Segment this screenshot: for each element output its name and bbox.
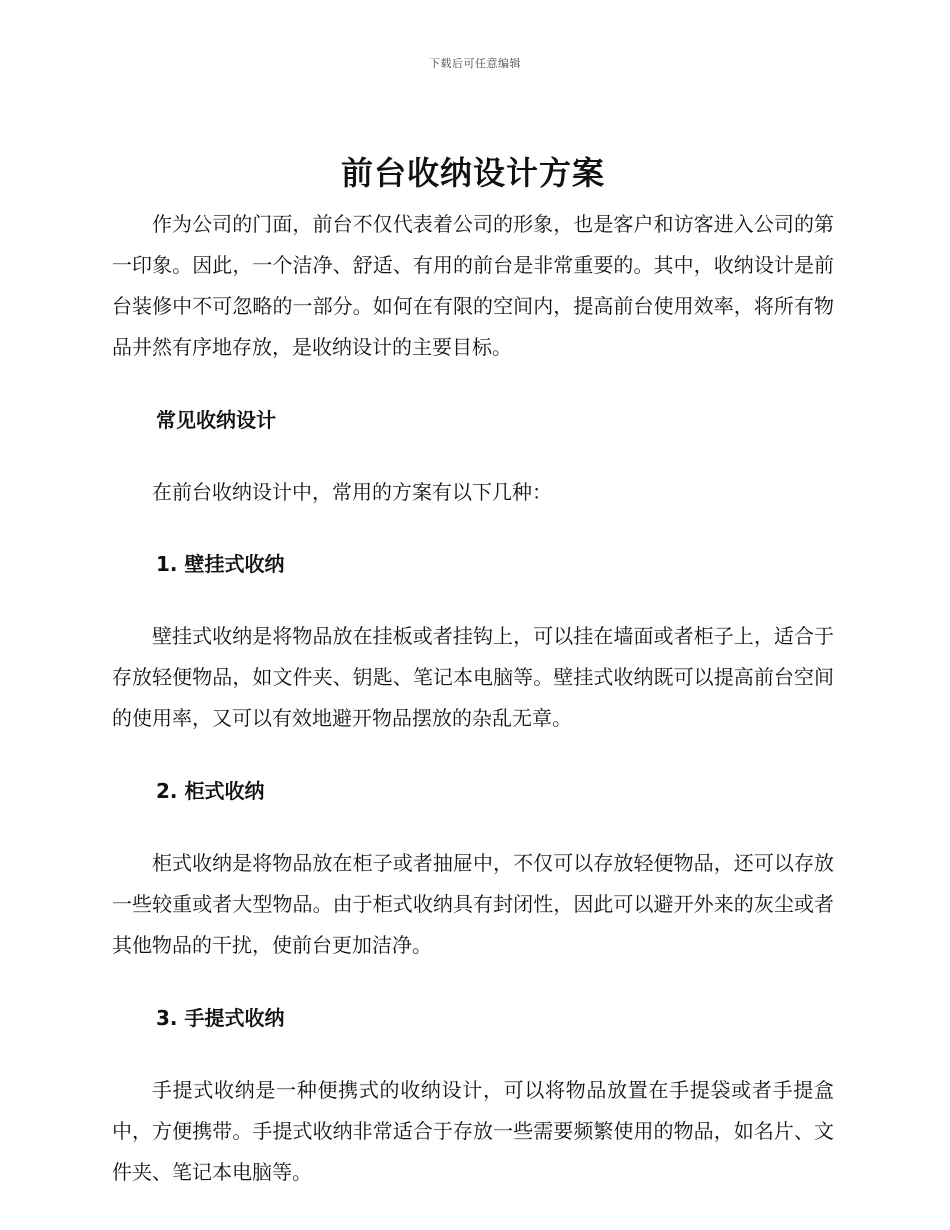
item-heading-wall-mounted: 1. 壁挂式收纳: [156, 552, 285, 576]
item-heading-cabinet: 2. 柜式收纳: [156, 779, 265, 803]
header-note: 下载后可任意编辑: [429, 57, 521, 70]
section-lead-paragraph: 在前台收纳设计中，常用的方案有以下几种：: [152, 480, 552, 504]
document-body: [112, 150, 834, 1193]
item-heading-portable: 3. 手提式收纳: [156, 1006, 285, 1030]
item-body-cabinet: 柜式收纳是将物品放在柜子或者抽屉中，不仅可以存放轻便物品，还可以存放一些较重或者大型物品。由于柜式收纳具有封闭性，因此可以避开外来的灰尘或者其他物品的干扰，使前台更加洁净。: [112, 851, 834, 957]
section-heading: 常见收纳设计: [156, 408, 276, 432]
item-body-portable: 手提式收纳是一种便携式的收纳设计，可以将物品放置在手提袋或者手提盒中，方便携带。手提式收纳非常适合于存放一些需要频繁使用的物品，如名片、文件夹、笔记本电脑等。: [112, 1078, 834, 1184]
intro-paragraph: 作为公司的门面，前台不仅代表着公司的形象，也是客户和访客进入公司的第一印象。因此，一个洁净、舒适、有用的前台是非常重要的。其中，收纳设计是前台装修中不可忽略的一部分。如何在有限的空间内，提高前台使用效率，将所有物品井然有序地存放，是收纳设计的主要目标。: [112, 212, 834, 359]
item-body-wall-mounted: 壁挂式收纳是将物品放在挂板或者挂钩上，可以挂在墙面或者柜子上，适合于存放轻便物品，如文件夹、钥匙、笔记本电脑等。壁挂式收纳既可以提高前台空间的使用率，又可以有效地避开物品摆放的杂乱无章。: [112, 624, 834, 730]
document-title: 前台收纳设计方案: [340, 154, 605, 192]
